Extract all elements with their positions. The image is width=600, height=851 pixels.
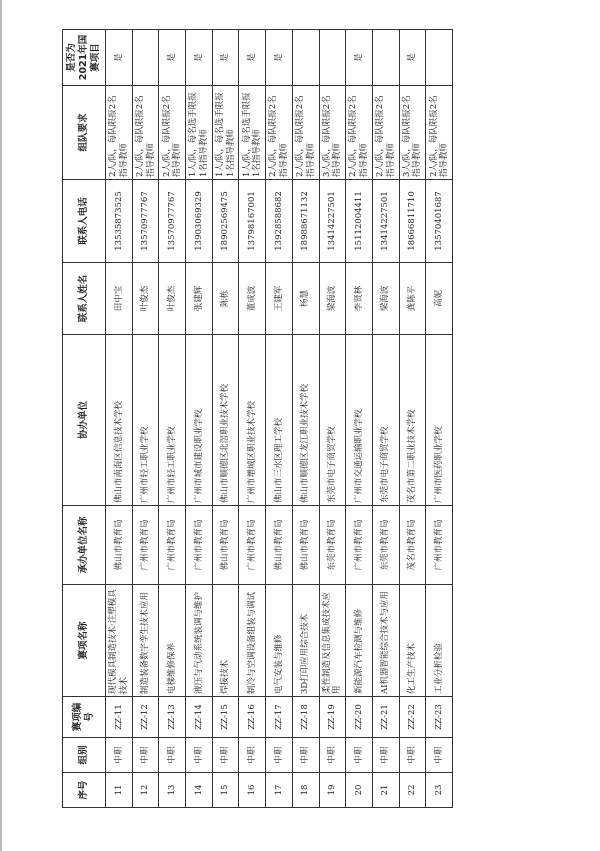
cell-host-org: 东莞市教育局: [372, 506, 399, 585]
cell-national-2021: 是: [159, 30, 186, 86]
cell-team-requirement: 2人/队，每队限报2名指导教师: [292, 86, 319, 180]
cell-event-name: 柔性制造及信息集成技术应用: [319, 585, 346, 697]
cell-event-code: ZZ-13: [159, 697, 186, 738]
cell-co-org: 佛山市顺德区北滘职业技术学校: [212, 335, 239, 506]
cell-event-code: ZZ-20: [346, 697, 373, 738]
cell-contact-phone: 13570401687: [426, 180, 453, 263]
cell-seq-no: 12: [132, 773, 159, 808]
table-row: [212, 30, 239, 808]
header-national-2021: 是否为2021年国赛项目: [63, 30, 106, 86]
cell-seq-no: 15: [212, 773, 239, 808]
cell-seq-no: 13: [159, 773, 186, 808]
table-row: [186, 30, 213, 808]
cell-national-2021: 是: [212, 30, 239, 86]
cell-co-org: 东莞市电子商贸学校: [372, 335, 399, 506]
cell-group: 中职: [132, 738, 159, 773]
header-co-org: 协办单位: [63, 335, 106, 506]
cell-seq-no: 22: [399, 773, 426, 808]
cell-team-requirement: 1人/队，每名选手限报1名指导教师: [212, 86, 239, 180]
cell-team-requirement: 2人/队，每队限报2名指导教师: [372, 86, 399, 180]
cell-contact-phone: 13903069329: [186, 180, 213, 263]
cell-group: 中职: [159, 738, 186, 773]
cell-group: 中职: [372, 738, 399, 773]
cell-event-code: ZZ-15: [212, 697, 239, 738]
cell-seq-no: 17: [266, 773, 293, 808]
cell-group: 中职: [186, 738, 213, 773]
cell-contact-name: 李贤林: [346, 263, 373, 335]
cell-event-code: ZZ-21: [372, 697, 399, 738]
table-row: [292, 30, 319, 808]
cell-event-code: ZZ-11: [106, 697, 133, 738]
cell-event-name: 电梯维修保养: [159, 585, 186, 697]
competition-table: [62, 29, 453, 808]
header-group: 组别: [63, 738, 106, 773]
cell-contact-name: 田中宝: [106, 263, 133, 335]
cell-team-requirement: 2人/队，每队限报2名指导教师: [346, 86, 373, 180]
cell-contact-name: 梁海波: [319, 263, 346, 335]
cell-contact-phone: 18666811710: [399, 180, 426, 263]
cell-group: 中职: [426, 738, 453, 773]
cell-contact-phone: 15112004411: [346, 180, 373, 263]
table-row: [106, 30, 133, 808]
header-row: [63, 30, 106, 808]
table-row: [132, 30, 159, 808]
cell-team-requirement: 3人/队，每队限报2名指导教师: [319, 86, 346, 180]
cell-national-2021: [292, 30, 319, 86]
cell-event-name: 化工生产技术: [399, 585, 426, 697]
cell-national-2021: [426, 30, 453, 86]
cell-contact-phone: 13570977767: [159, 180, 186, 263]
cell-host-org: 佛山市教育局: [212, 506, 239, 585]
cell-national-2021: 是: [106, 30, 133, 86]
cell-contact-phone: 13414227501: [319, 180, 346, 263]
cell-contact-name: 陈栋: [212, 263, 239, 335]
cell-national-2021: [132, 30, 159, 86]
table-row: [266, 30, 293, 808]
cell-event-code: ZZ-17: [266, 697, 293, 738]
cell-national-2021: 是: [399, 30, 426, 86]
cell-event-code: ZZ-22: [399, 697, 426, 738]
cell-contact-name: 高妮: [426, 263, 453, 335]
cell-contact-name: 叶俊杰: [159, 263, 186, 335]
cell-contact-name: 张建辉: [186, 263, 213, 335]
header-event-name: 赛项名称: [63, 585, 106, 697]
cell-host-org: 广州市教育局: [346, 506, 373, 585]
cell-national-2021: 是: [239, 30, 266, 86]
cell-host-org: 佛山市教育局: [266, 506, 293, 585]
cell-co-org: 广州市城市建设职业学校: [186, 335, 213, 506]
cell-event-code: ZZ-18: [292, 697, 319, 738]
cell-contact-name: 梁海波: [372, 263, 399, 335]
cell-event-name: 制造装备数字孪生技术应用: [132, 585, 159, 697]
cell-team-requirement: 1人/队，每名选手限报1名指导教师: [239, 86, 266, 180]
cell-seq-no: 19: [319, 773, 346, 808]
cell-team-requirement: 1人/队，每名选手限报1名指导教师: [186, 86, 213, 180]
cell-group: 中职: [212, 738, 239, 773]
cell-co-org: 茂名市第二职业技术学校: [399, 335, 426, 506]
cell-contact-phone: 13414227501: [372, 180, 399, 263]
cell-national-2021: 是: [346, 30, 373, 86]
cell-event-name: 焊接技术: [212, 585, 239, 697]
cell-team-requirement: 2人/队，每队限报2名指导教师: [106, 86, 133, 180]
cell-co-org: 广州市增城区职业技术学校: [239, 335, 266, 506]
cell-host-org: 东莞市教育局: [319, 506, 346, 585]
cell-seq-no: 20: [346, 773, 373, 808]
cell-event-name: AI机器智能综合技术与应用: [372, 585, 399, 697]
cell-contact-phone: 13535873525: [106, 180, 133, 263]
cell-event-name: 制冷与空调设备组装与调试: [239, 585, 266, 697]
cell-team-requirement: 2人/队，每队限报2名指导教师: [159, 86, 186, 180]
cell-co-org: 佛山市三水区理工学校: [266, 335, 293, 506]
cell-event-name: 新能源汽车检测与维修: [346, 585, 373, 697]
header-team-requirement: 组队要求: [63, 86, 106, 180]
header-event-code: 赛项编号: [63, 697, 106, 738]
cell-group: 中职: [346, 738, 373, 773]
cell-national-2021: 是: [186, 30, 213, 86]
cell-seq-no: 16: [239, 773, 266, 808]
cell-team-requirement: 3人/队，每队限报2名指导教师: [399, 86, 426, 180]
cell-event-code: ZZ-23: [426, 697, 453, 738]
table-row: [239, 30, 266, 808]
cell-team-requirement: 2人/队，每队限报2名指导教师: [266, 86, 293, 180]
cell-co-org: 广州市医药职业学校: [426, 335, 453, 506]
cell-group: 中职: [319, 738, 346, 773]
cell-host-org: 广州市教育局: [426, 506, 453, 585]
cell-group: 中职: [292, 738, 319, 773]
cell-group: 中职: [399, 738, 426, 773]
cell-event-name: 工业分析检验: [426, 585, 453, 697]
cell-contact-name: 叶俊杰: [132, 263, 159, 335]
header-host-org: 承办单位名称: [63, 506, 106, 585]
table-row: [319, 30, 346, 808]
cell-co-org: 佛山市顺德区龙江职业技术学校: [292, 335, 319, 506]
table-row: [346, 30, 373, 808]
cell-national-2021: [372, 30, 399, 86]
table-row: [159, 30, 186, 808]
cell-contact-phone: 18988671132: [292, 180, 319, 263]
cell-contact-name: 龚陈平: [399, 263, 426, 335]
cell-national-2021: [319, 30, 346, 86]
cell-group: 中职: [266, 738, 293, 773]
cell-seq-no: 23: [426, 773, 453, 808]
cell-seq-no: 11: [106, 773, 133, 808]
cell-co-org: 广州市轻工职业学校: [159, 335, 186, 506]
cell-host-org: 广州市教育局: [239, 506, 266, 585]
cell-contact-name: 董成波: [239, 263, 266, 335]
cell-co-org: 佛山市南海区信息技术学校: [106, 335, 133, 506]
cell-group: 中职: [106, 738, 133, 773]
cell-contact-phone: 13798167001: [239, 180, 266, 263]
cell-group: 中职: [239, 738, 266, 773]
cell-event-name: 现代模具制造技术·注塑模具技术: [106, 585, 133, 697]
cell-event-name: 3D打印应用综合技术: [292, 585, 319, 697]
cell-event-code: ZZ-14: [186, 697, 213, 738]
cell-event-code: ZZ-16: [239, 697, 266, 738]
table-row: [372, 30, 399, 808]
cell-host-org: 佛山市教育局: [106, 506, 133, 585]
cell-contact-phone: 13570977767: [132, 180, 159, 263]
cell-event-code: ZZ-19: [319, 697, 346, 738]
cell-host-org: 茂名市教育局: [399, 506, 426, 585]
cell-host-org: 广州市教育局: [186, 506, 213, 585]
cell-co-org: 广州市轻工职业学校: [132, 335, 159, 506]
cell-co-org: 东莞市电子商贸学校: [319, 335, 346, 506]
cell-contact-phone: 18902569475: [212, 180, 239, 263]
table-row: [399, 30, 426, 808]
cell-host-org: 佛山市教育局: [292, 506, 319, 585]
cell-event-name: 液压与气动系统装调与维护: [186, 585, 213, 697]
cell-team-requirement: 2人/队，每队限报2名指导教师: [426, 86, 453, 180]
header-contact-name: 联系人姓名: [63, 263, 106, 335]
cell-team-requirement: 2人/队，每队限报2名指导教师: [132, 86, 159, 180]
cell-host-org: 广州市教育局: [159, 506, 186, 585]
cell-contact-phone: 13928588682: [266, 180, 293, 263]
scan-edge: [0, 0, 2, 851]
cell-national-2021: 是: [266, 30, 293, 86]
cell-event-code: ZZ-12: [132, 697, 159, 738]
cell-seq-no: 18: [292, 773, 319, 808]
cell-seq-no: 14: [186, 773, 213, 808]
cell-event-name: 电气安装与维修: [266, 585, 293, 697]
cell-contact-name: 王建军: [266, 263, 293, 335]
table-row: [426, 30, 453, 808]
cell-host-org: 广州市教育局: [132, 506, 159, 585]
header-contact-phone: 联系人电话: [63, 180, 106, 263]
cell-seq-no: 21: [372, 773, 399, 808]
cell-contact-name: 杨慧: [292, 263, 319, 335]
rotated-table-container: [62, 30, 453, 808]
header-seq-no: 序号: [63, 773, 106, 808]
cell-co-org: 广州市交通运输职业学校: [346, 335, 373, 506]
